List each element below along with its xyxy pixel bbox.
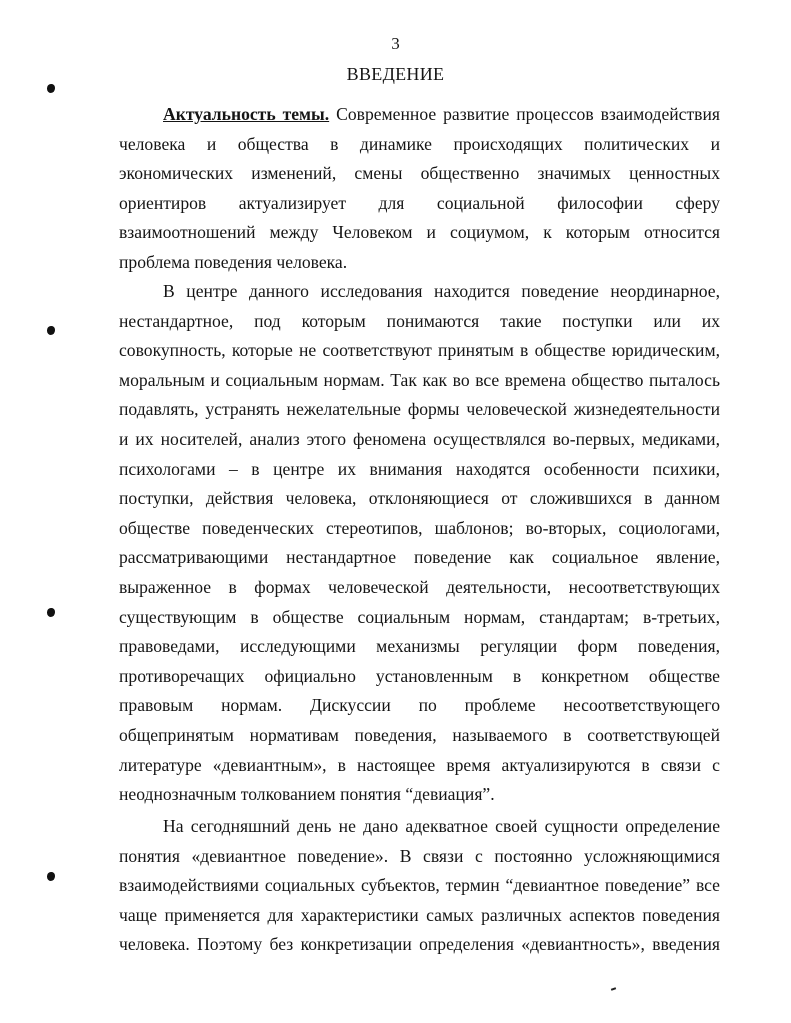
- paragraph-line: рассматривающими нестандартное поведение как социальное явление,: [119, 547, 720, 568]
- paragraph-line: взаимодействиями социальных субъектов, термин “девиантное поведение” все: [119, 875, 720, 896]
- paragraph-line: правовым нормам. Дискуссии по проблеме несоответствующего: [119, 695, 720, 716]
- paragraph-line: понятия «девиантное поведение». В связи с постоянно усложняющимися: [119, 845, 720, 866]
- paragraph-line: В центре данного исследования находится поведение неординарное,: [163, 281, 720, 301]
- paragraph-line: нестандартное, под которым понимаются такие поступки или их: [119, 310, 720, 331]
- paragraph-line: ориентиров актуализирует для социальной философии сферу: [119, 192, 720, 213]
- paragraph-line-text: Современное развитие процессов взаимодействия: [329, 104, 720, 124]
- binding-mark: [47, 872, 55, 881]
- paragraph-line: совокупность, которые не соответствуют принятым в обществе юридическим,: [119, 340, 720, 361]
- binding-mark: [47, 84, 55, 93]
- paragraph-line: общепринятым нормативам поведения, называемого в соответствующей: [119, 724, 720, 745]
- paragraph-line: [119, 100, 720, 130]
- binding-mark: [47, 326, 55, 335]
- page-heading: ВВЕДЕНИЕ: [346, 64, 445, 84]
- paragraph-line: неоднозначным толкованием понятия “девиация”.: [119, 784, 495, 805]
- paragraph-line: обществе поведенческих стереотипов, шаблонов; во-вторых, социологами,: [119, 517, 720, 538]
- paragraph-line: моральным и социальным нормам. Так как во все времена общество пыталось: [119, 369, 720, 390]
- paragraph-line: выраженное в формах человеческой деятельности, несоответствующих: [119, 576, 720, 597]
- page-number: 3: [391, 34, 400, 53]
- paragraph-line: литературе «девиантным», в настоящее время актуализируются в связи с: [119, 754, 720, 775]
- paragraph-line: проблема поведения человека.: [119, 251, 348, 272]
- paragraph-line: чаще применяется для характеристики самых различных аспектов поведения: [119, 904, 720, 925]
- paragraph-line: и их носителей, анализ этого феномена осуществлялся во-первых, медиками,: [119, 428, 720, 449]
- paragraph-line: взаимоотношений между Человеком и социумом, к которым относится: [119, 222, 720, 243]
- paragraph-relevance: [119, 100, 720, 278]
- paragraph-line: психологами – в центре их внимания находятся особенности психики,: [119, 458, 720, 479]
- paragraph-definition: [119, 812, 720, 960]
- paragraph-line: существующим в обществе социальным нормам, стандартам; в-третьих,: [119, 606, 720, 627]
- scan-speck: [611, 987, 616, 991]
- paragraph-line: правоведами, исследующими механизмы регуляции форм поведения,: [119, 636, 720, 657]
- binding-mark: [47, 608, 55, 617]
- paragraph-line: противоречащих официально установленным в конкретном обществе: [119, 665, 720, 686]
- paragraph-line: На сегодняшний день не дано адекватное своей сущности определение: [163, 816, 720, 836]
- paragraph-line: человека и общества в динамике происходящих политических и: [119, 133, 720, 154]
- paragraph-line: подавлять, устранять нежелательные формы человеческой жизнедеятельности: [119, 399, 720, 420]
- paragraph-deviant-behavior: [119, 277, 720, 810]
- relevance-lead: Актуальность темы.: [163, 104, 330, 124]
- paragraph-line: поступки, действия человека, отклоняющиеся от сложившихся в данном: [119, 488, 720, 509]
- paragraph-line: экономических изменений, смены общественно значимых ценностных: [119, 163, 720, 184]
- paragraph-line: человека. Поэтому без конкретизации определения «девиантность», введения: [119, 934, 720, 955]
